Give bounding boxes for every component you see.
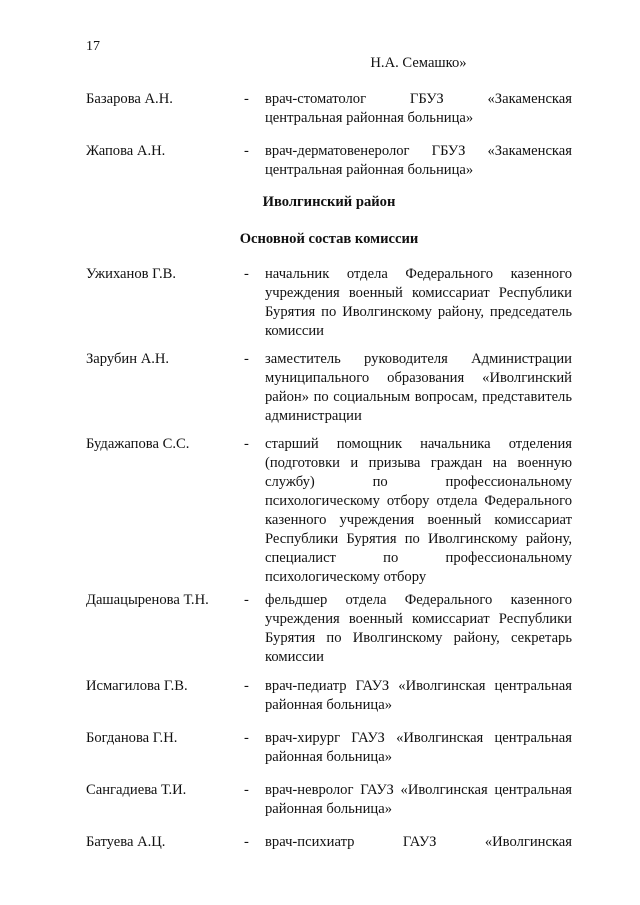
member-role: врач-дерматовенеролог ГБУЗ «Закаменская центральная районная больница» xyxy=(265,143,572,178)
dash-separator: - xyxy=(244,730,249,746)
member-role: врач-хирург ГАУЗ «Иволгинская центральная районная больница» xyxy=(265,730,572,765)
member-role: старший помощник начальника отделения (подготовки и призыва граждан на военную службу) по профессиональному психологическому отбору отдела Федерального казенного учреждения военный комиссариат Республики Бурятия по Иволгинскому району, специалист по профессиональному психологическому отбору xyxy=(265,436,572,585)
member-name: Зарубин А.Н. xyxy=(86,351,170,367)
page-number: 17 xyxy=(86,39,100,54)
member-name: Исмагилова Г.В. xyxy=(86,678,188,694)
dash-separator: - xyxy=(244,834,249,850)
subsection-title: Основной состав комиссии xyxy=(239,231,419,247)
member-name: Ужиханов Г.В. xyxy=(86,266,176,282)
member-name: Батуева А.Ц. xyxy=(86,834,166,850)
member-name: Дашацыренова Т.Н. xyxy=(86,592,209,608)
member-role: врач-педиатр ГАУЗ «Иволгинская центральная районная больница» xyxy=(265,678,572,713)
dash-separator: - xyxy=(244,592,249,608)
continued-text: Н.А. Семашко» xyxy=(370,55,467,71)
member-name: Богданова Г.Н. xyxy=(86,730,178,746)
member-name: Будажапова С.С. xyxy=(86,436,190,452)
dash-separator: - xyxy=(244,351,249,367)
member-role: начальник отдела Федерального казенного учреждения военный комиссариат Республики Бурятия по Иволгинскому району, председатель комиссии xyxy=(265,266,572,339)
member-name: Базарова А.Н. xyxy=(86,91,173,107)
dash-separator: - xyxy=(244,143,249,159)
member-role: врач-стоматолог ГБУЗ «Закаменская центральная районная больница» xyxy=(265,91,572,126)
dash-separator: - xyxy=(244,91,249,107)
member-role: фельдшер отдела Федерального казенного учреждения военный комиссариат Республики Бурятия по Иволгинскому району, секретарь комиссии xyxy=(265,592,572,665)
dash-separator: - xyxy=(244,436,249,452)
member-role: заместитель руководителя Администрации муниципального образования «Иволгинский район» по социальным вопросам, представитель администрации xyxy=(265,351,572,424)
dash-separator: - xyxy=(244,782,249,798)
member-role: врач-психиатр ГАУЗ «Иволгинская xyxy=(265,834,572,850)
dash-separator: - xyxy=(244,678,249,694)
member-role: врач-невролог ГАУЗ «Иволгинская центральная районная больница» xyxy=(265,782,572,817)
member-name: Жапова А.Н. xyxy=(86,143,166,159)
member-name: Сангадиева Т.И. xyxy=(86,782,187,798)
dash-separator: - xyxy=(244,266,249,282)
district-title: Иволгинский район xyxy=(262,194,396,210)
